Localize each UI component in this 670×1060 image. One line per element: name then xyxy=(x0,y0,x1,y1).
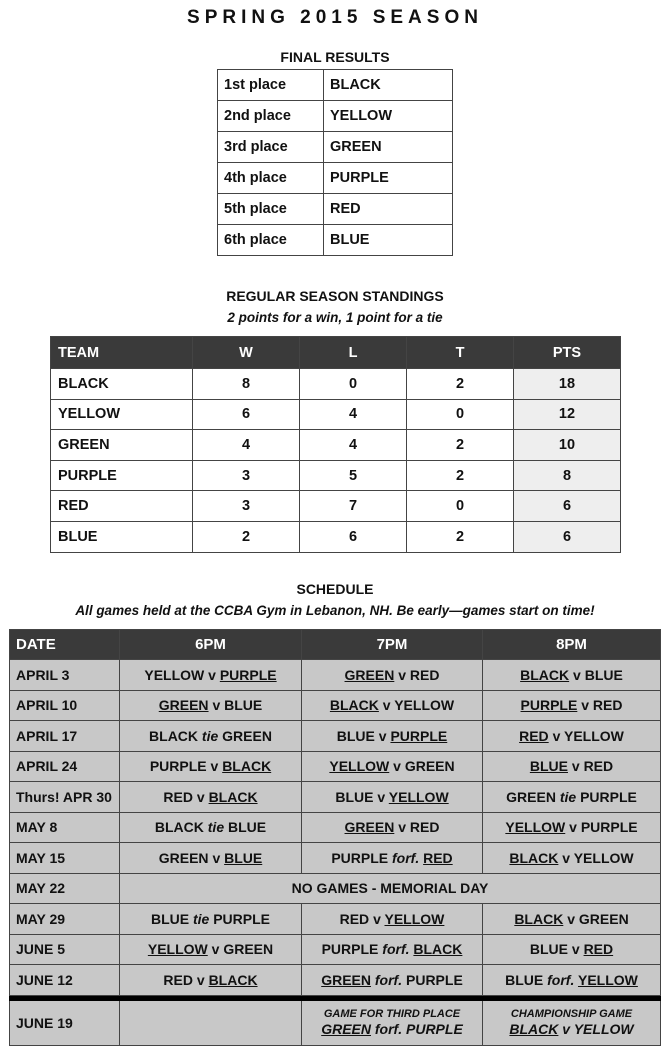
team-name: RED xyxy=(163,971,193,988)
team-name: YELLOW xyxy=(147,941,208,958)
wins-cell: 3 xyxy=(193,491,300,522)
game-cell xyxy=(483,690,661,721)
losses-header: L xyxy=(300,337,407,369)
place-cell: 6th place xyxy=(218,225,324,256)
team-name: RED xyxy=(592,697,623,714)
versus-label: v xyxy=(378,727,387,744)
game-cell xyxy=(483,1000,661,1045)
date-cell: APRIL 17 xyxy=(10,721,120,752)
team-name: YELLOW xyxy=(573,849,634,866)
versus-label: v xyxy=(562,849,571,866)
game-cell xyxy=(483,965,661,996)
versus-label: v xyxy=(211,941,220,958)
versus-label: v xyxy=(212,849,221,866)
game-cell xyxy=(120,721,302,752)
schedule-table xyxy=(9,629,661,1046)
wins-cell: 3 xyxy=(193,460,300,491)
game-cell xyxy=(120,751,302,782)
game-cell xyxy=(302,965,483,996)
team-cell: GREEN xyxy=(324,132,453,163)
date-cell: APRIL 3 xyxy=(10,660,120,691)
table-row xyxy=(10,873,661,904)
table-row xyxy=(10,904,661,935)
team-name: BLUE xyxy=(529,941,568,958)
team-name: YELLOW xyxy=(384,910,445,927)
team-name: PURPLE xyxy=(406,971,463,988)
team-name: YELLOW xyxy=(577,971,638,988)
team-name: RED xyxy=(339,910,370,927)
ties-cell: 0 xyxy=(407,491,514,522)
game-cell xyxy=(302,721,483,752)
team-name: GREEN xyxy=(344,666,395,683)
team-name: BLUE xyxy=(336,727,375,744)
game-cell xyxy=(120,843,302,874)
forfeit-label: forf. xyxy=(374,971,403,988)
points-cell: 10 xyxy=(514,430,621,461)
game-cell xyxy=(483,721,661,752)
page-title: SPRING 2015 SEASON xyxy=(187,7,483,28)
versus-label: v xyxy=(398,666,407,683)
team-name: RED xyxy=(519,727,549,744)
schedule-heading: SCHEDULE xyxy=(296,581,374,597)
third-place-game xyxy=(302,1021,482,1037)
date-cell: MAY 29 xyxy=(10,904,120,935)
game-cell xyxy=(483,660,661,691)
team-name: BLUE xyxy=(228,819,267,836)
table-row xyxy=(51,369,621,400)
team-cell: PURPLE xyxy=(51,460,193,491)
table-row xyxy=(218,225,453,256)
team-name: BLACK xyxy=(222,758,272,775)
team-name: PURPLE xyxy=(390,727,448,744)
losses-cell: 4 xyxy=(300,399,407,430)
team-name: BLACK xyxy=(208,971,258,988)
team-name: BLACK xyxy=(509,849,559,866)
versus-label: v xyxy=(212,697,221,714)
team-name: YELLOW xyxy=(573,1021,634,1037)
team-name: RED xyxy=(409,666,440,683)
versus-label: v xyxy=(393,758,401,775)
versus-label: v xyxy=(208,666,216,683)
tie-label: tie xyxy=(192,910,210,927)
versus-label: v xyxy=(569,819,577,836)
versus-label: v xyxy=(196,971,205,988)
table-row xyxy=(218,132,453,163)
versus-label: v xyxy=(196,788,205,805)
team-name: RED xyxy=(583,758,614,775)
standings-subtitle: 2 points for a win, 1 point for a tie xyxy=(227,310,443,325)
team-cell: YELLOW xyxy=(51,399,193,430)
team-name: BLUE xyxy=(584,666,623,683)
table-row xyxy=(10,751,661,782)
championship-label: CHAMPIONSHIP GAME xyxy=(510,1008,633,1020)
place-cell: 4th place xyxy=(218,163,324,194)
team-name: BLACK xyxy=(154,819,204,836)
team-name: YELLOW xyxy=(564,727,624,744)
team-name: BLACK xyxy=(514,910,564,927)
team-name: PURPLE xyxy=(149,758,207,775)
tie-label: tie xyxy=(559,788,577,805)
team-name: GREEN xyxy=(404,758,455,775)
team-name: GREEN xyxy=(321,1021,371,1037)
table-row xyxy=(10,843,661,874)
date-cell: MAY 22 xyxy=(10,873,120,904)
team-name: BLUE xyxy=(224,697,263,714)
table-row xyxy=(10,1000,661,1045)
tie-label: tie xyxy=(201,727,219,744)
versus-label: v xyxy=(382,697,391,714)
team-name: PURPLE xyxy=(520,697,578,714)
team-name: GREEN xyxy=(158,849,209,866)
versus-label: v xyxy=(581,697,590,714)
date-cell: MAY 15 xyxy=(10,843,120,874)
team-name: PURPLE xyxy=(331,849,389,866)
team-name: PURPLE xyxy=(580,819,638,836)
versus-label: v xyxy=(552,727,561,744)
table-row xyxy=(218,163,453,194)
team-name: BLACK xyxy=(149,727,199,744)
game-cell xyxy=(302,1000,483,1045)
losses-cell: 0 xyxy=(300,369,407,400)
versus-label: v xyxy=(373,910,381,927)
ties-header: T xyxy=(407,337,514,369)
game-cell xyxy=(302,751,483,782)
date-cell: JUNE 5 xyxy=(10,934,120,965)
losses-cell: 7 xyxy=(300,491,407,522)
place-cell: 2nd place xyxy=(218,101,324,132)
team-name: YELLOW xyxy=(505,819,566,836)
wins-cell: 4 xyxy=(193,430,300,461)
ties-cell: 2 xyxy=(407,521,514,552)
date-cell: APRIL 10 xyxy=(10,690,120,721)
versus-label: v xyxy=(571,941,580,958)
wins-cell: 2 xyxy=(193,521,300,552)
table-row xyxy=(10,660,661,691)
final-results-table xyxy=(217,69,453,256)
table-row xyxy=(10,690,661,721)
game-cell xyxy=(302,934,483,965)
team-name: BLACK xyxy=(509,1021,559,1037)
team-name: BLUE xyxy=(505,971,544,988)
team-name: PURPLE xyxy=(321,941,379,958)
wins-cell: 8 xyxy=(193,369,300,400)
forfeit-label: forf. xyxy=(374,1021,403,1037)
team-name: RED xyxy=(423,849,453,866)
table-row xyxy=(51,430,621,461)
table-header-row xyxy=(51,337,621,369)
game-cell xyxy=(483,934,661,965)
table-row xyxy=(10,812,661,843)
team-name: BLUE xyxy=(335,788,374,805)
team-name: YELLOW xyxy=(394,697,455,714)
team-cell: GREEN xyxy=(51,430,193,461)
losses-cell: 6 xyxy=(300,521,407,552)
team-cell: BLACK xyxy=(51,369,193,400)
points-cell: 6 xyxy=(514,491,621,522)
championship-game xyxy=(483,1021,660,1037)
team-cell: BLUE xyxy=(51,521,193,552)
ties-cell: 2 xyxy=(407,460,514,491)
team-name: PURPLE xyxy=(580,788,637,805)
team-name: GREEN xyxy=(344,819,395,836)
versus-label: v xyxy=(398,819,407,836)
team-name: BLUE xyxy=(150,910,190,927)
team-name: RED xyxy=(163,788,193,805)
empty-cell xyxy=(120,1000,302,1045)
game-cell xyxy=(120,812,302,843)
team-name: PURPLE xyxy=(213,910,271,927)
versus-label: v xyxy=(210,758,219,775)
7pm-header: 7PM xyxy=(302,630,483,660)
game-cell xyxy=(302,904,483,935)
team-name: GREEN xyxy=(578,910,629,927)
team-name: PURPLE xyxy=(406,1021,463,1037)
team-name: BLACK xyxy=(329,697,379,714)
versus-label: v xyxy=(567,910,575,927)
game-cell xyxy=(483,904,661,935)
game-cell xyxy=(483,782,661,813)
date-header: DATE xyxy=(10,630,120,660)
team-cell: PURPLE xyxy=(324,163,453,194)
game-cell xyxy=(302,782,483,813)
wins-header: W xyxy=(193,337,300,369)
table-row xyxy=(51,521,621,552)
table-header-row xyxy=(10,630,661,660)
losses-cell: 4 xyxy=(300,430,407,461)
versus-label: v xyxy=(573,666,581,683)
team-name: GREEN xyxy=(222,727,272,744)
game-cell xyxy=(302,843,483,874)
points-header: PTS xyxy=(514,337,621,369)
team-name: BLACK xyxy=(520,666,570,683)
wins-cell: 6 xyxy=(193,399,300,430)
versus-label: v xyxy=(562,1021,571,1037)
date-cell: MAY 8 xyxy=(10,812,120,843)
points-cell: 12 xyxy=(514,399,621,430)
forfeit-label: forf. xyxy=(392,849,420,866)
versus-label: v xyxy=(377,788,386,805)
team-name: GREEN xyxy=(321,971,371,988)
standings-table xyxy=(50,336,621,553)
table-row xyxy=(51,460,621,491)
game-cell xyxy=(302,812,483,843)
points-cell: 6 xyxy=(514,521,621,552)
schedule-subtitle: All games held at the CCBA Gym in Lebanon, NH. Be early—games start on time! xyxy=(75,603,595,618)
team-name: RED xyxy=(409,819,440,836)
third-place-label: GAME FOR THIRD PLACE xyxy=(323,1008,461,1020)
table-row xyxy=(51,399,621,430)
table-row xyxy=(10,965,661,996)
date-cell: JUNE 12 xyxy=(10,965,120,996)
forfeit-label: forf. xyxy=(547,971,575,988)
points-cell: 8 xyxy=(514,460,621,491)
team-name: RED xyxy=(583,941,614,958)
team-name: BLACK xyxy=(413,941,463,958)
game-cell xyxy=(120,690,302,721)
team-cell: RED xyxy=(51,491,193,522)
tie-label: tie xyxy=(207,819,225,836)
team-name: BLUE xyxy=(529,758,568,775)
table-row xyxy=(218,194,453,225)
team-name: BLUE xyxy=(224,849,263,866)
team-header: TEAM xyxy=(51,337,193,369)
game-cell xyxy=(483,843,661,874)
team-cell: BLACK xyxy=(324,70,453,101)
place-cell: 1st place xyxy=(218,70,324,101)
team-name: YELLOW xyxy=(329,758,390,775)
place-cell: 5th place xyxy=(218,194,324,225)
ties-cell: 2 xyxy=(407,369,514,400)
team-cell: BLUE xyxy=(324,225,453,256)
no-games-note: NO GAMES - MEMORIAL DAY xyxy=(120,873,661,904)
team-cell: RED xyxy=(324,194,453,225)
date-cell: JUNE 19 xyxy=(10,1000,120,1045)
team-name: GREEN xyxy=(506,788,556,805)
table-row xyxy=(10,934,661,965)
ties-cell: 2 xyxy=(407,430,514,461)
place-cell: 3rd place xyxy=(218,132,324,163)
game-cell xyxy=(483,812,661,843)
team-name: YELLOW xyxy=(144,666,205,683)
team-name: BLACK xyxy=(208,788,258,805)
game-cell xyxy=(120,934,302,965)
standings-heading: REGULAR SEASON STANDINGS xyxy=(226,288,444,304)
table-row xyxy=(218,70,453,101)
game-cell xyxy=(483,751,661,782)
game-cell xyxy=(302,690,483,721)
date-cell: APRIL 24 xyxy=(10,751,120,782)
team-name: GREEN xyxy=(223,941,274,958)
table-row xyxy=(10,782,661,813)
game-cell xyxy=(120,782,302,813)
game-cell xyxy=(120,965,302,996)
losses-cell: 5 xyxy=(300,460,407,491)
points-cell: 18 xyxy=(514,369,621,400)
team-name: GREEN xyxy=(158,697,209,714)
game-cell xyxy=(302,660,483,691)
ties-cell: 0 xyxy=(407,399,514,430)
table-row xyxy=(218,101,453,132)
6pm-header: 6PM xyxy=(120,630,302,660)
8pm-header: 8PM xyxy=(483,630,661,660)
date-cell: Thurs! APR 30 xyxy=(10,782,120,813)
table-row xyxy=(10,721,661,752)
game-cell xyxy=(120,660,302,691)
versus-label: v xyxy=(571,758,580,775)
team-name: PURPLE xyxy=(219,666,277,683)
final-results-heading: FINAL RESULTS xyxy=(280,49,390,65)
table-row xyxy=(51,491,621,522)
forfeit-label: forf. xyxy=(382,941,410,958)
game-cell xyxy=(120,904,302,935)
team-name: YELLOW xyxy=(388,788,449,805)
team-cell: YELLOW xyxy=(324,101,453,132)
